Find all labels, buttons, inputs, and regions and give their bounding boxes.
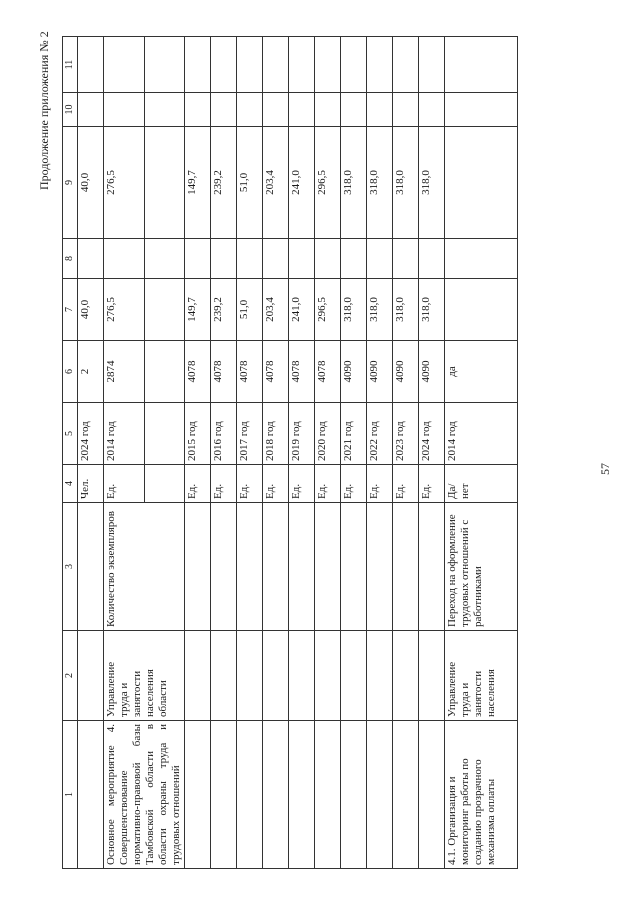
value-cell — [185, 239, 211, 279]
value-cell — [144, 37, 185, 93]
empty-cell — [419, 503, 445, 631]
year-cell: 2021 год — [341, 403, 367, 465]
value-cell — [144, 341, 185, 403]
column-number: 11 — [63, 37, 78, 93]
value-cell: 318,0 — [419, 279, 445, 341]
year-cell: 2024 год — [78, 403, 104, 465]
unit-cell: Чел. — [78, 465, 104, 503]
value-cell: 241,0 — [289, 279, 315, 341]
column-number: 4 — [63, 465, 78, 503]
value-cell — [445, 279, 518, 341]
value-cell: 40,0 — [78, 279, 104, 341]
value-cell: 40,0 — [78, 127, 104, 239]
unit-cell: Ед. — [341, 465, 367, 503]
value-cell: 2874 — [104, 341, 145, 403]
empty-cell — [393, 631, 419, 721]
value-cell — [289, 93, 315, 127]
empty-cell — [315, 631, 341, 721]
appendix-continuation-title: Продолжение приложения № 2 — [37, 31, 51, 190]
unit-cell: Ед. — [104, 465, 145, 503]
unit-cell: Ед. — [185, 465, 211, 503]
value-cell — [393, 239, 419, 279]
value-cell — [237, 239, 263, 279]
value-cell: 4090 — [419, 341, 445, 403]
value-cell — [419, 37, 445, 93]
value-cell: 51,0 — [237, 279, 263, 341]
empty-cell — [263, 631, 289, 721]
value-cell — [185, 93, 211, 127]
year-cell — [144, 403, 185, 465]
indicator-cell: Переход на оформление трудовых отношений с работниками — [445, 503, 518, 631]
unit-cell: Ед. — [393, 465, 419, 503]
value-cell — [315, 239, 341, 279]
year-cell: 2016 год — [211, 403, 237, 465]
value-cell — [341, 37, 367, 93]
value-cell: 4078 — [263, 341, 289, 403]
value-cell — [263, 239, 289, 279]
indicator-cell: Количество экземпляров — [104, 503, 185, 631]
column-number: 8 — [63, 239, 78, 279]
value-cell: 318,0 — [393, 279, 419, 341]
table-row — [185, 37, 211, 869]
value-cell: 276,5 — [104, 279, 145, 341]
column-number: 1 — [63, 721, 78, 869]
column-number: 10 — [63, 93, 78, 127]
value-cell — [211, 239, 237, 279]
column-number: 3 — [63, 503, 78, 631]
year-cell: 2019 год — [289, 403, 315, 465]
empty-cell — [289, 721, 315, 869]
year-cell: 2024 год — [419, 403, 445, 465]
value-cell — [78, 37, 104, 93]
unit-cell: Ед. — [419, 465, 445, 503]
value-cell: да — [445, 341, 518, 403]
value-cell — [237, 93, 263, 127]
value-cell: 4078 — [315, 341, 341, 403]
column-number: 9 — [63, 127, 78, 239]
column-number: 7 — [63, 279, 78, 341]
table-row — [315, 37, 341, 869]
value-cell — [78, 93, 104, 127]
value-cell — [393, 93, 419, 127]
program-activities-table — [62, 36, 518, 869]
executor-cell: Управление труда и занятости населения — [445, 631, 518, 721]
year-cell: 2023 год — [393, 403, 419, 465]
empty-cell — [341, 721, 367, 869]
value-cell: 4078 — [185, 341, 211, 403]
value-cell: 296,5 — [315, 279, 341, 341]
value-cell — [393, 37, 419, 93]
empty-cell — [211, 631, 237, 721]
value-cell: 4090 — [341, 341, 367, 403]
value-cell — [445, 239, 518, 279]
year-cell: 2014 год — [104, 403, 145, 465]
value-cell: 4078 — [211, 341, 237, 403]
value-cell: 318,0 — [367, 127, 393, 239]
table-row — [104, 37, 145, 869]
value-cell — [185, 37, 211, 93]
column-number: 2 — [63, 631, 78, 721]
unit-cell: Да/ нет — [445, 465, 518, 503]
value-cell: 276,5 — [104, 127, 145, 239]
empty-cell — [237, 721, 263, 869]
unit-cell: Ед. — [289, 465, 315, 503]
value-cell: 241,0 — [289, 127, 315, 239]
value-cell — [144, 93, 185, 127]
table-row — [445, 37, 518, 869]
page-number: 57 — [598, 463, 612, 475]
value-cell: 239,2 — [211, 127, 237, 239]
value-cell — [445, 37, 518, 93]
value-cell: 2 — [78, 341, 104, 403]
value-cell — [315, 93, 341, 127]
unit-cell: Ед. — [315, 465, 341, 503]
value-cell: 4090 — [367, 341, 393, 403]
table-row — [211, 37, 237, 869]
empty-cell — [341, 503, 367, 631]
empty-cell — [419, 721, 445, 869]
value-cell — [289, 239, 315, 279]
unit-cell: Ед. — [367, 465, 393, 503]
column-number: 6 — [63, 341, 78, 403]
value-cell: 4078 — [237, 341, 263, 403]
value-cell: 318,0 — [341, 127, 367, 239]
value-cell: 318,0 — [419, 127, 445, 239]
value-cell: 318,0 — [367, 279, 393, 341]
empty-cell — [419, 631, 445, 721]
year-cell: 2014 год — [445, 403, 518, 465]
value-cell — [144, 239, 185, 279]
value-cell — [237, 37, 263, 93]
empty-cell — [211, 721, 237, 869]
year-cell: 2022 год — [367, 403, 393, 465]
empty-cell — [393, 503, 419, 631]
unit-cell — [144, 465, 185, 503]
value-cell — [211, 37, 237, 93]
empty-cell — [263, 503, 289, 631]
value-cell: 149,7 — [185, 279, 211, 341]
value-cell — [78, 239, 104, 279]
value-cell — [263, 93, 289, 127]
empty-cell — [367, 631, 393, 721]
table-row — [367, 37, 393, 869]
value-cell — [367, 37, 393, 93]
value-cell: 4078 — [289, 341, 315, 403]
value-cell — [419, 239, 445, 279]
value-cell — [289, 37, 315, 93]
value-cell — [341, 239, 367, 279]
column-number-row — [63, 37, 78, 869]
activity-name-cell: Основное мероприятие 4. Совершенствование нормативно-правовой базы Тамбовской области в области охраны труда и трудовых отношений — [104, 721, 185, 869]
empty-cell — [367, 503, 393, 631]
activity-name-cell: 4.1. Организация и мониторинг работы по созданию прозрачного механизма оплаты — [445, 721, 518, 869]
unit-cell: Ед. — [211, 465, 237, 503]
year-cell: 2015 год — [185, 403, 211, 465]
column-number: 5 — [63, 403, 78, 465]
value-cell — [367, 239, 393, 279]
table-row — [289, 37, 315, 869]
empty-cell — [211, 503, 237, 631]
value-cell: 203,4 — [263, 279, 289, 341]
empty-cell — [393, 721, 419, 869]
empty-cell — [341, 631, 367, 721]
value-cell: 296,5 — [315, 127, 341, 239]
table-row — [237, 37, 263, 869]
table-row — [393, 37, 419, 869]
empty-cell — [367, 721, 393, 869]
empty-cell — [185, 721, 211, 869]
value-cell: 51,0 — [237, 127, 263, 239]
year-cell: 2020 год — [315, 403, 341, 465]
value-cell: 318,0 — [393, 127, 419, 239]
value-cell — [419, 93, 445, 127]
empty-cell — [289, 631, 315, 721]
value-cell — [341, 93, 367, 127]
value-cell — [445, 93, 518, 127]
value-cell: 239,2 — [211, 279, 237, 341]
value-cell — [263, 37, 289, 93]
unit-cell: Ед. — [263, 465, 289, 503]
table-row — [341, 37, 367, 869]
empty-cell — [315, 721, 341, 869]
value-cell — [104, 93, 145, 127]
value-cell: 203,4 — [263, 127, 289, 239]
empty-cell — [185, 631, 211, 721]
year-cell: 2017 год — [237, 403, 263, 465]
unit-cell: Ед. — [237, 465, 263, 503]
executor-cell: Управление труда и занятости населения области — [104, 631, 185, 721]
value-cell — [445, 127, 518, 239]
value-cell: 4090 — [393, 341, 419, 403]
value-cell — [144, 127, 185, 239]
empty-cell — [263, 721, 289, 869]
value-cell — [104, 239, 145, 279]
year-cell: 2018 год — [263, 403, 289, 465]
empty-cell — [237, 631, 263, 721]
table-row — [419, 37, 445, 869]
empty-cell — [315, 503, 341, 631]
table-row — [263, 37, 289, 869]
empty-cell — [237, 503, 263, 631]
value-cell — [144, 279, 185, 341]
empty-cell — [289, 503, 315, 631]
empty-cell — [185, 503, 211, 631]
value-cell: 149,7 — [185, 127, 211, 239]
value-cell: 318,0 — [341, 279, 367, 341]
value-cell — [367, 93, 393, 127]
value-cell — [315, 37, 341, 93]
table-row — [78, 37, 104, 869]
value-cell — [104, 37, 145, 93]
value-cell — [211, 93, 237, 127]
